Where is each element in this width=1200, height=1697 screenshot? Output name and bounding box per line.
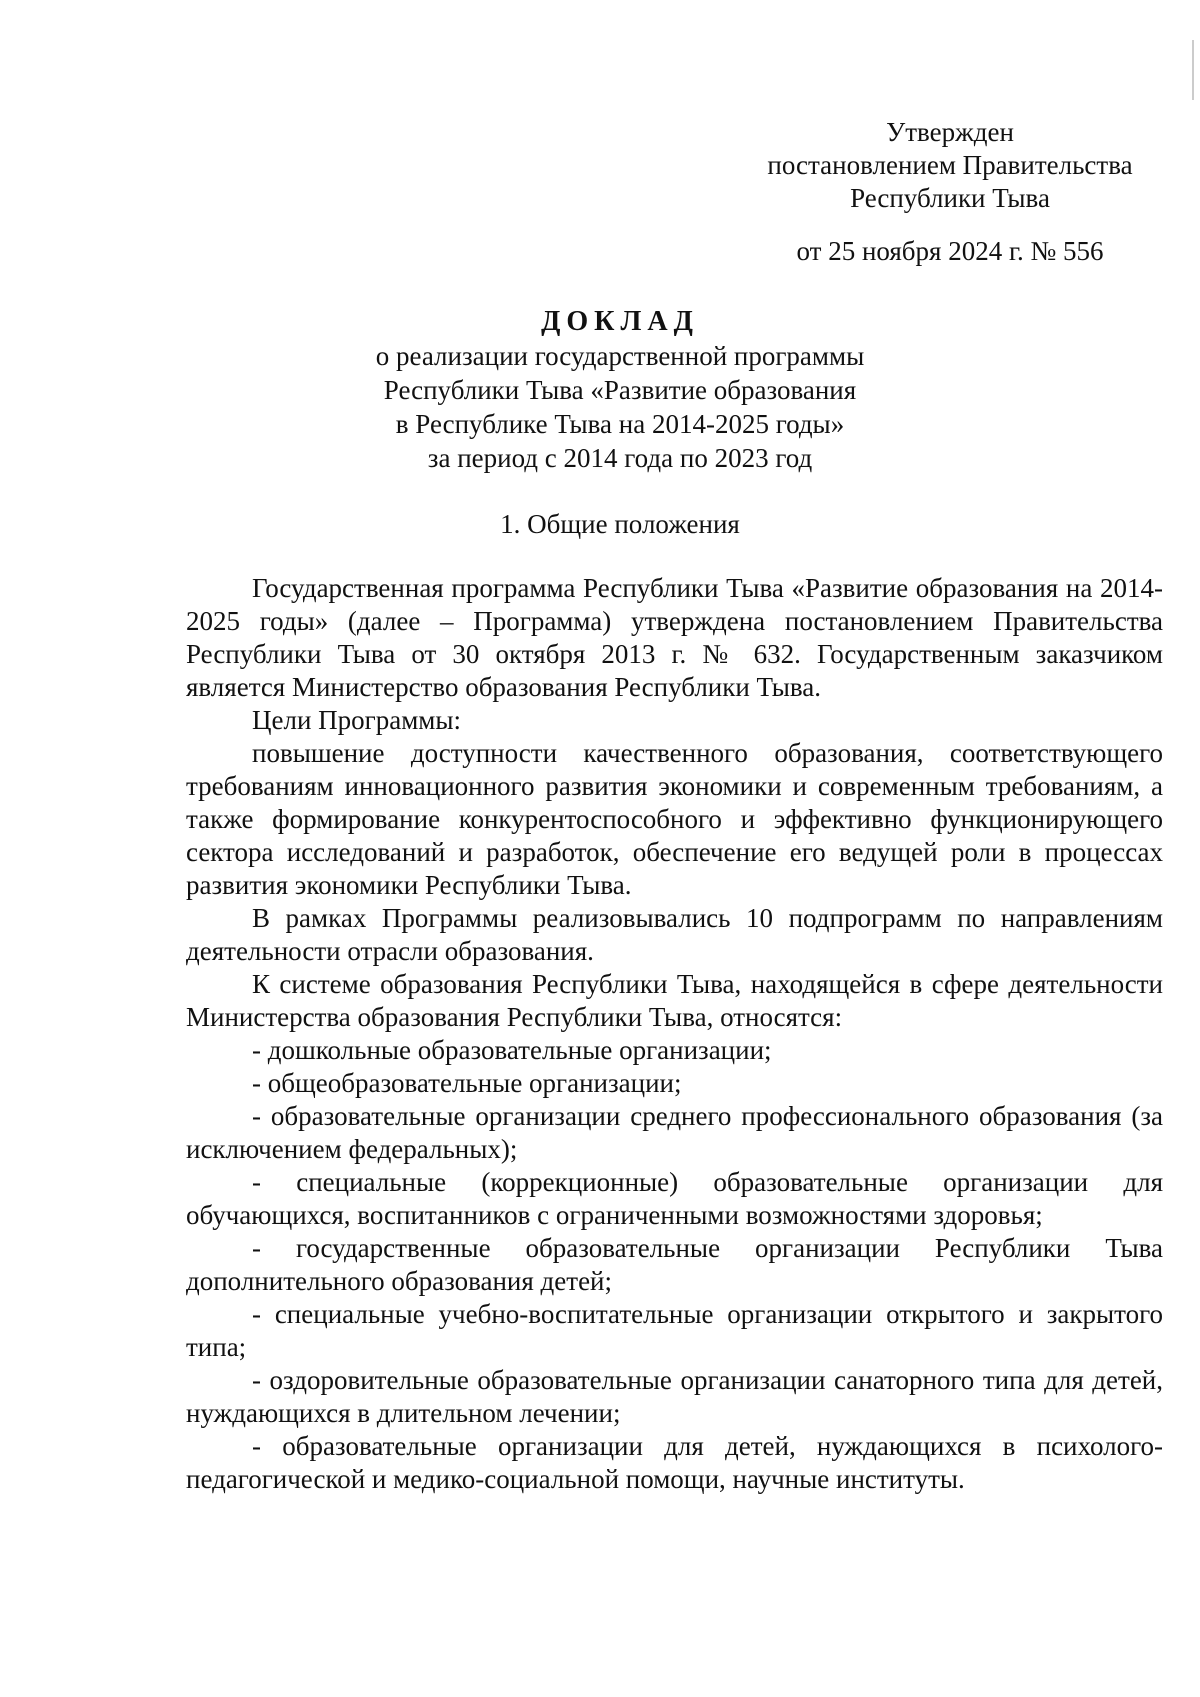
paragraph: К системе образования Республики Тыва, находящейся в сфере деятельности Министерства образования Республики Тыва, относятся: — [186, 969, 1163, 1032]
title-main: ДОКЛАД — [541, 306, 699, 337]
section-heading: 1. Общие положения — [500, 509, 740, 539]
list-item: - специальные (коррекционные) образовательные организации для обучающихся, воспитанников с ограниченными возможностями здоровья; — [186, 1167, 1163, 1230]
paragraph: повышение доступности качественного образования, соответствующего требованиям инновационного развития экономики и современным требованиям, а также формирование конкурентоспособного и эффективно функционирующего сектора исследований и разработок, обеспечение его ведущей роли в процессах развития экономики Республики Тыва. — [186, 738, 1163, 900]
title-line-2: Республики Тыва «Развитие образования — [383, 375, 857, 405]
list-item: - общеобразовательные организации; — [252, 1068, 682, 1098]
document-title — [300, 305, 940, 475]
approval-line-1: Утвержден — [886, 117, 1014, 147]
approval-line-2: постановлением Правительства — [767, 150, 1133, 180]
approval-date: от 25 ноября 2024 г. № 556 — [796, 236, 1104, 266]
body-text — [186, 572, 1163, 1496]
paragraph: В рамках Программы реализовывались 10 подпрограмм по направлениям деятельности отрасли образования. — [186, 903, 1163, 966]
title-line-3: в Республике Тыва на 2014-2025 годы» — [395, 409, 845, 439]
approval-line-3: Республики Тыва — [850, 183, 1050, 213]
paragraph: Цели Программы: — [252, 705, 462, 735]
list-item: - дошкольные образовательные организации; — [252, 1035, 772, 1065]
approval-stamp — [760, 116, 1140, 215]
list-item: - образовательные организации для детей, нуждающихся в психолого-педагогической и медико-социальной помощи, научные институты. — [186, 1431, 1163, 1494]
scan-edge-mark — [1192, 40, 1194, 100]
list-item: - оздоровительные образовательные организации санаторного типа для детей, нуждающихся в длительном лечении; — [186, 1365, 1163, 1428]
title-line-1: о реализации государственной программы — [375, 341, 865, 371]
paragraph: Государственная программа Республики Тыва «Развитие образования на 2014-2025 годы» (далее – Программа) утверждена постановлением Правительства Республики Тыва от 30 октября 2013 г. № 632. Государственным заказчиком является Министерство образования Республики Тыва. — [186, 573, 1163, 702]
list-item: - государственные образовательные организации Республики Тыва дополнительного образования детей; — [186, 1233, 1163, 1296]
list-item: - специальные учебно-воспитательные организации открытого и закрытого типа; — [186, 1299, 1163, 1362]
title-line-4: за период с 2014 года по 2023 год — [427, 443, 813, 473]
list-item: - образовательные организации среднего профессионального образования (за исключением федеральных); — [186, 1101, 1163, 1164]
